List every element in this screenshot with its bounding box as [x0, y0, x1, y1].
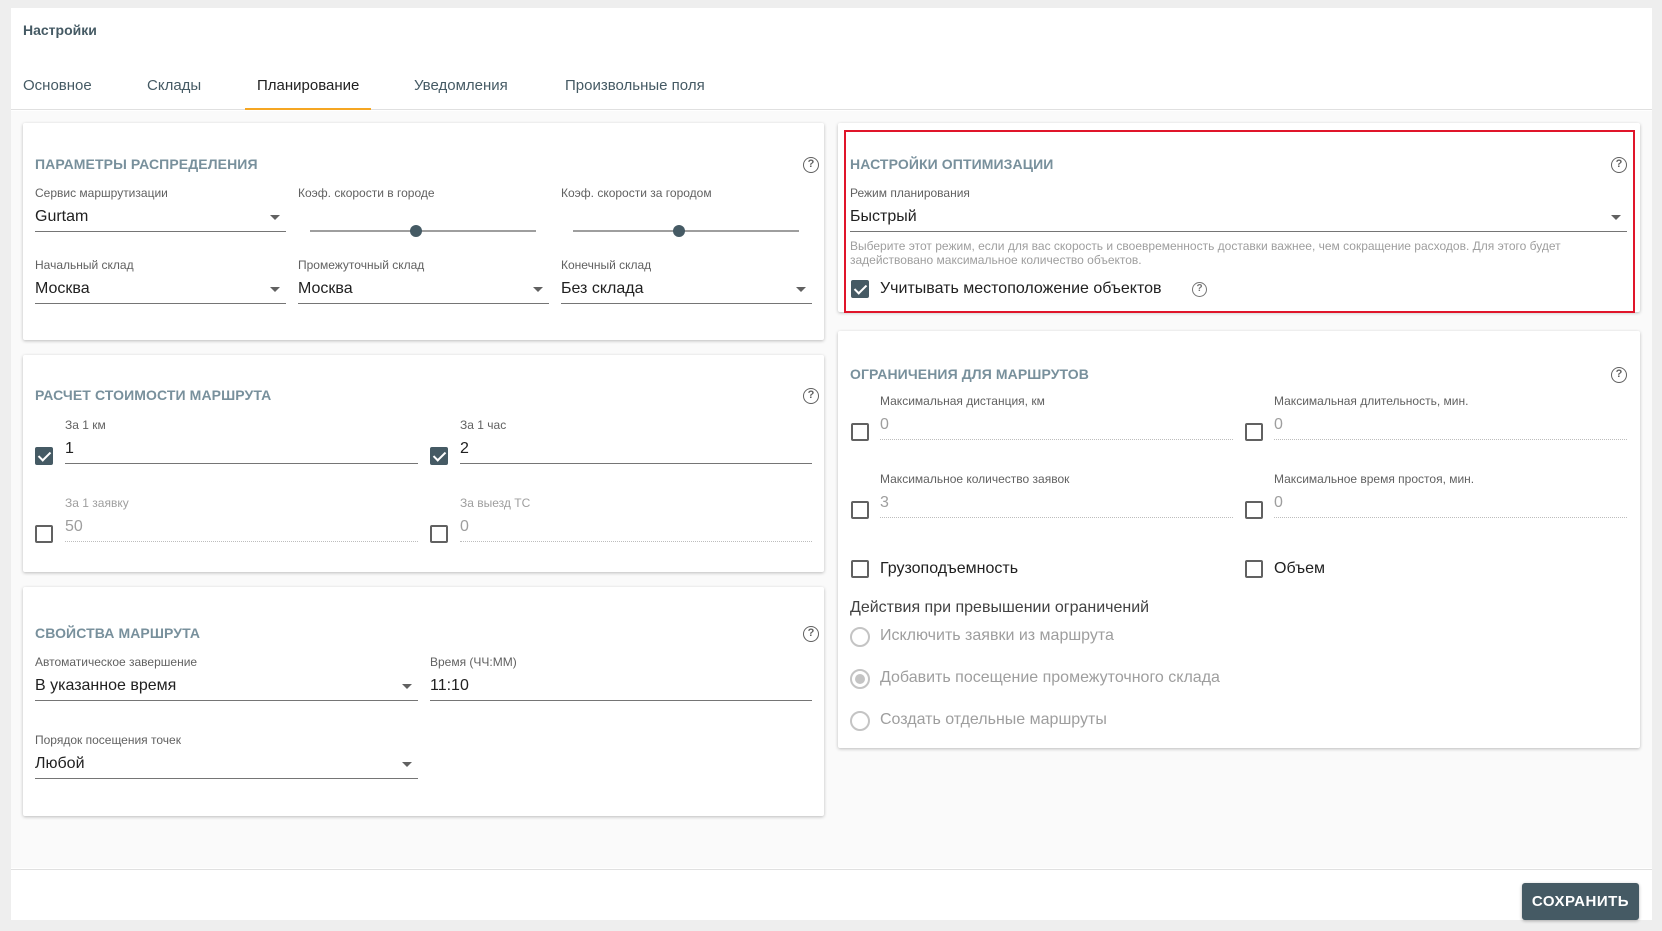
limits-title: ОГРАНИЧЕНИЯ ДЛЯ МАРШРУТОВ	[850, 366, 1090, 382]
max-duration-label: Максимальная длительность, мин.	[1274, 394, 1469, 408]
action-exclude-radio[interactable]	[850, 627, 870, 647]
per-departure-value: 0	[460, 518, 469, 535]
tab-planning[interactable]: Планирование	[257, 77, 360, 94]
actions-title: Действия при превышении ограничений	[850, 599, 1150, 616]
per-km-checkbox[interactable]	[35, 447, 53, 465]
highlight-box	[844, 130, 1635, 313]
max-distance-input[interactable]	[880, 410, 1233, 440]
start-warehouse-value: Москва	[35, 280, 90, 297]
slider-thumb[interactable]	[673, 225, 685, 237]
action-separate-routes-label: Создать отдельные маршруты	[880, 711, 1107, 728]
active-tab-indicator	[245, 108, 371, 110]
end-warehouse-label: Конечный склад	[561, 258, 652, 272]
max-duration-checkbox[interactable]	[1245, 423, 1263, 441]
start-warehouse-select[interactable]	[35, 274, 286, 304]
action-add-visit-label: Добавить посещение промежуточного склада	[880, 669, 1220, 686]
per-hour-label: За 1 час	[460, 418, 507, 432]
visit-order-value: Любой	[35, 755, 85, 772]
per-order-checkbox[interactable]	[35, 525, 53, 543]
action-add-visit-radio[interactable]	[850, 669, 870, 689]
max-duration-value: 0	[1274, 416, 1283, 433]
max-distance-label: Максимальная дистанция, км	[880, 394, 1045, 408]
tab-warehouses[interactable]: Склады	[147, 77, 202, 94]
max-orders-input[interactable]	[880, 488, 1233, 518]
chevron-down-icon	[402, 762, 412, 767]
chevron-down-icon	[270, 215, 280, 220]
location-label: Учитывать местоположение объектов	[880, 280, 1162, 297]
help-icon[interactable]: ?	[1611, 157, 1627, 173]
start-warehouse-label: Начальный склад	[35, 258, 134, 272]
visit-order-label: Порядок посещения точек	[35, 733, 181, 747]
route-props-title: СВОЙСТВА МАРШРУТА	[35, 625, 201, 641]
tab-notifications[interactable]: Уведомления	[414, 77, 508, 94]
settings-page	[11, 8, 1652, 920]
end-warehouse-select[interactable]	[561, 274, 812, 304]
help-icon[interactable]: ?	[803, 626, 819, 642]
per-departure-label: За выезд ТС	[460, 496, 531, 510]
per-km-input[interactable]	[65, 434, 418, 464]
end-warehouse-value: Без склада	[561, 280, 644, 297]
per-km-value: 1	[65, 440, 74, 457]
volume-label: Объем	[1274, 560, 1325, 577]
per-order-input[interactable]	[65, 512, 418, 542]
slider-track	[573, 230, 799, 232]
per-departure-input[interactable]	[460, 512, 812, 542]
tab-custom-fields[interactable]: Произвольные поля	[565, 77, 705, 94]
save-button[interactable]: СОХРАНИТЬ	[1522, 883, 1639, 920]
per-hour-value: 2	[460, 440, 469, 457]
max-idle-checkbox[interactable]	[1245, 501, 1263, 519]
max-orders-checkbox[interactable]	[851, 501, 869, 519]
help-icon[interactable]: ?	[803, 157, 819, 173]
auto-finish-label: Автоматическое завершение	[35, 655, 198, 669]
routing-service-select[interactable]	[35, 202, 286, 232]
time-input[interactable]	[430, 671, 812, 701]
action-separate-routes-radio[interactable]	[850, 711, 870, 731]
help-icon[interactable]: ?	[1611, 367, 1627, 383]
slider-thumb[interactable]	[410, 225, 422, 237]
optimization-title: НАСТРОЙКИ ОПТИМИЗАЦИИ	[850, 156, 1054, 172]
limits-card	[838, 331, 1640, 748]
max-orders-label: Максимальное количество заявок	[880, 472, 1070, 486]
time-value: 11:10	[430, 677, 469, 694]
cost-card	[23, 355, 824, 572]
mid-warehouse-value: Москва	[298, 280, 353, 297]
volume-checkbox[interactable]	[1245, 560, 1263, 578]
max-distance-value: 0	[880, 416, 889, 433]
help-icon[interactable]: ?	[803, 388, 819, 404]
capacity-checkbox[interactable]	[851, 560, 869, 578]
per-order-label: За 1 заявку	[65, 496, 129, 510]
per-hour-checkbox[interactable]	[430, 447, 448, 465]
help-icon[interactable]: ?	[1192, 282, 1207, 297]
page-title: Настройки	[23, 22, 97, 38]
outcity-speed-slider[interactable]	[573, 221, 799, 241]
capacity-label: Грузоподъемность	[880, 560, 1019, 577]
city-speed-label: Коэф. скорости в городе	[298, 186, 435, 200]
max-distance-checkbox[interactable]	[851, 423, 869, 441]
mid-warehouse-select[interactable]	[298, 274, 549, 304]
planning-mode-hint: Выберите этот режим, если для вас скорость и своевременность доставки важнее, чем сокращение расходов. Для этого будет задействовано максимальное количество объектов.	[850, 239, 1561, 267]
max-idle-value: 0	[1274, 494, 1283, 511]
tab-general[interactable]: Основное	[23, 77, 92, 94]
chevron-down-icon	[533, 287, 543, 292]
distribution-title: ПАРАМЕТРЫ РАСПРЕДЕЛЕНИЯ	[35, 156, 258, 172]
cost-title: РАСЧЕТ СТОИМОСТИ МАРШРУТА	[35, 387, 272, 403]
route-props-card	[23, 587, 824, 816]
mid-warehouse-label: Промежуточный склад	[298, 258, 425, 272]
auto-finish-select[interactable]	[35, 671, 418, 701]
visit-order-select[interactable]	[35, 749, 418, 779]
routing-service-value: Gurtam	[35, 208, 89, 225]
chevron-down-icon	[270, 287, 280, 292]
max-idle-input[interactable]	[1274, 488, 1627, 518]
time-label: Время (ЧЧ:ММ)	[430, 655, 517, 669]
content-area	[11, 111, 1652, 868]
per-departure-checkbox[interactable]	[430, 525, 448, 543]
distribution-card	[23, 123, 824, 340]
planning-mode-value: Быстрый	[850, 208, 917, 225]
city-speed-slider[interactable]	[310, 221, 536, 241]
routing-service-label: Сервис маршрутизации	[35, 186, 168, 200]
max-orders-value: 3	[880, 494, 889, 511]
tab-bar	[11, 63, 1652, 110]
per-hour-input[interactable]	[460, 434, 812, 464]
footer-bar	[11, 869, 1652, 920]
per-km-label: За 1 км	[65, 418, 106, 432]
planning-mode-label: Режим планирования	[850, 186, 970, 200]
auto-finish-value: В указанное время	[35, 677, 177, 694]
max-duration-input[interactable]	[1274, 410, 1627, 440]
chevron-down-icon	[796, 287, 806, 292]
outcity-speed-label: Коэф. скорости за городом	[561, 186, 712, 200]
per-order-value: 50	[65, 518, 83, 535]
chevron-down-icon	[402, 684, 412, 689]
slider-track	[310, 230, 536, 232]
action-exclude-label: Исключить заявки из маршрута	[880, 627, 1114, 644]
max-idle-label: Максимальное время простоя, мин.	[1274, 472, 1475, 486]
